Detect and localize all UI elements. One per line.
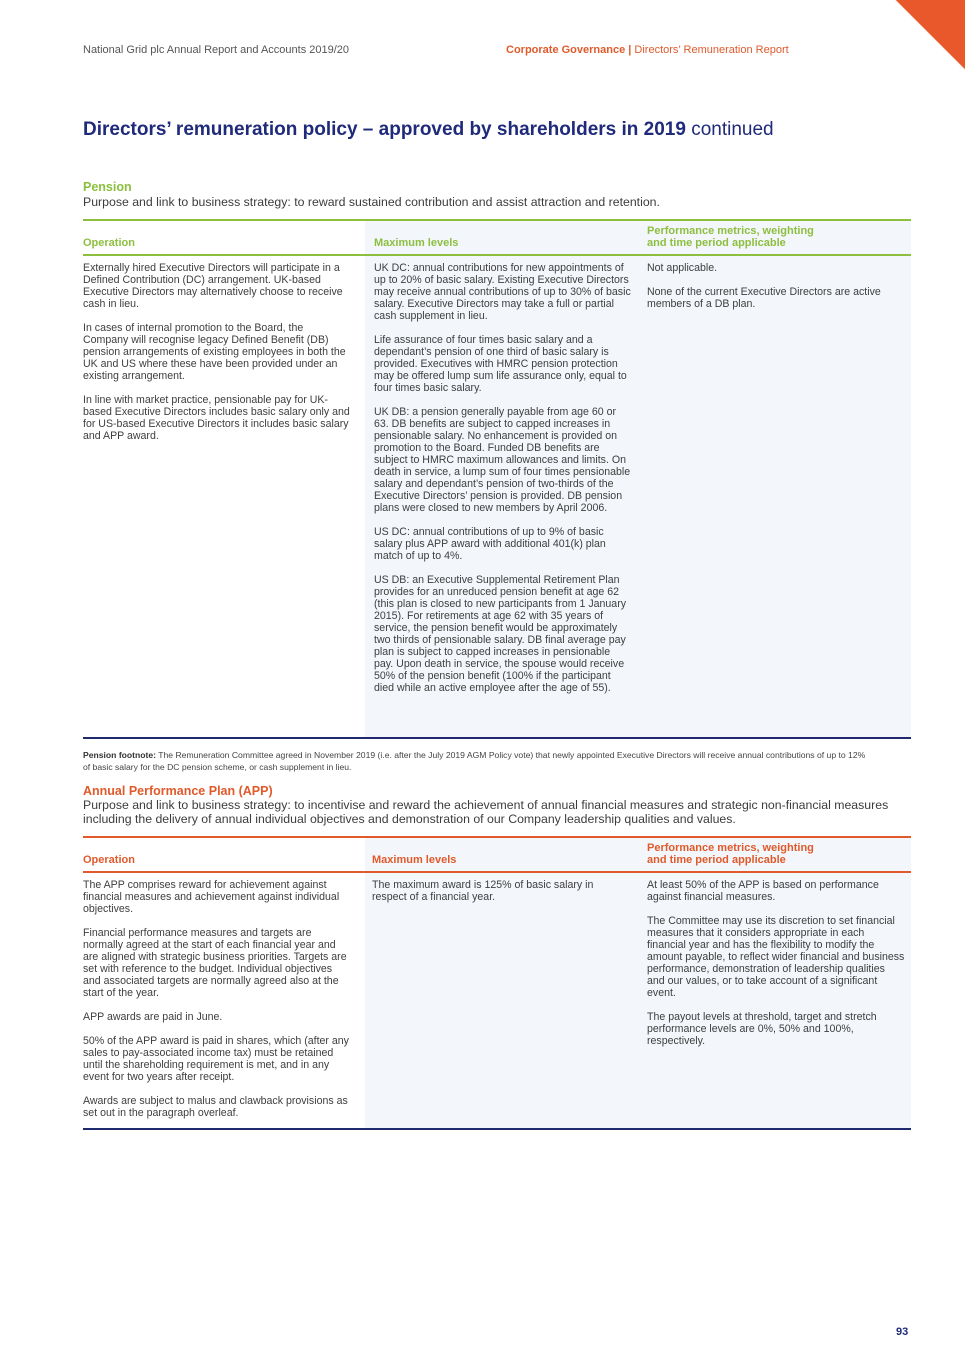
column-header-performance (647, 225, 814, 249)
paragraph: US DB: an Executive Supplemental Retirement Plan provides for an unreduced pension benefit at age 62 (this plan is closed to new participants from 1 January 2015). For retirements at age 62 with 35 years of service, the pension benefit would be approximately two thirds of pensionable salary. DB final average pay plan is subject to capped increases in pensionable pay. Upon death in service, the spouse would receive 50% of the pension benefit (100% if the participant died while an active employee after the age of 55). (374, 574, 627, 694)
table-top-rule (83, 836, 911, 838)
column-header-maximum: Maximum levels (372, 854, 457, 866)
paragraph: Financial performance measures and targets are normally agreed at the start of each financial year and are aligned with strategic business priorities. Targets are set with reference to the budget. Individual objectives and associated targets are normally agreed also at the start of the year. (83, 927, 347, 999)
pension-performance-column (647, 262, 905, 322)
app-section-title: Annual Performance Plan (APP) (83, 784, 273, 798)
breadcrumb-section: Corporate Governance (506, 44, 626, 56)
pension-footnote (83, 749, 873, 773)
pension-table (83, 219, 911, 739)
page-title (83, 119, 774, 141)
breadcrumb-subsection: Directors’ Remuneration Report (634, 44, 789, 56)
table-top-rule (83, 219, 911, 221)
app-maximum-column (372, 879, 612, 915)
paragraph: US DC: annual contributions of up to 9% of basic salary plus APP award with additional 401(k) plan match of up to 4%. (374, 526, 606, 562)
paragraph: UK DB: a pension generally payable from age 60 or 63. DB benefits are subject to capped increases in pensionable salary. No enhancement is provided on promotion to the Board. Funded DB benefits are subject to HMRC maximum allowances and limits. On death in service, a lump sum of four times pensionable salary and dependant’s pension of two-thirds of the Executive Directors’ pension is provided. DB pension plans were closed to new members by April 2006. (374, 406, 631, 514)
paragraph: In cases of internal promotion to the Board, the Company will recognise legacy Defined Benefit (DB) pension arrangements of existing employees in both the UK and US where these have been provided under an existing arrangement. (83, 322, 346, 382)
page-number: 93 (896, 1326, 909, 1338)
paragraph: Externally hired Executive Directors will participate in a Defined Contribution (DC) arrangement. UK-based Executive Directors may alternatively choose to receive cash in lieu. (83, 262, 343, 310)
paragraph: The maximum award is 125% of basic salary in respect of a financial year. (372, 879, 594, 903)
paragraph: Awards are subject to malus and clawback provisions as set out in the paragraph overleaf. (83, 1095, 348, 1119)
paragraph: Life assurance of four times basic salary and a dependant’s pension of one third of basic salary is provided. Executives with HMRC pension protection may be offered lump sum life assurance only, equal to four times basic salary. (374, 334, 627, 394)
pension-operation-column (83, 262, 351, 454)
paragraph: None of the current Executive Directors are active members of a DB plan. (647, 286, 881, 310)
table-header-rule (83, 871, 911, 873)
paragraph: Not applicable. (647, 262, 718, 274)
corner-decoration (895, 0, 965, 70)
pension-section-title: Pension (83, 180, 132, 194)
app-purpose: Purpose and link to business strategy: to incentivise and reward the achievement of annual financial measures and strategic non-financial measures including the delivery of annual individual objectives and demonstration of our Company leadership qualities and values. (83, 798, 889, 826)
column-header-performance-line1: Performance metrics, weighting (647, 225, 814, 237)
section-breadcrumb (506, 44, 789, 56)
column-header-performance-line2: and time period applicable (647, 854, 786, 866)
paragraph: APP awards are paid in June. (83, 1011, 223, 1023)
column-header-maximum: Maximum levels (374, 237, 459, 249)
page-title-main: Directors’ remuneration policy – approved by shareholders in 2019 (83, 119, 686, 140)
pension-purpose: Purpose and link to business strategy: to reward sustained contribution and assist attraction and retention. (83, 195, 660, 209)
paragraph: In line with market practice, pensionable pay for UK-based Executive Directors includes basic salary only and for US-based Executive Directors it includes basic salary and APP award. (83, 394, 350, 442)
footnote-text: The Remuneration Committee agreed in November 2019 (i.e. after the July 2019 AGM Policy vote) that newly appointed Executive Directors will receive annual contributions of up to 12% of basic salary for the DC pension scheme, or cash supplement in lieu. (83, 750, 866, 772)
publication-title: National Grid plc Annual Report and Accounts 2019/20 (83, 44, 350, 56)
table-header-rule (83, 254, 911, 256)
app-performance-column (647, 879, 905, 1059)
page-title-suffix: continued (685, 119, 774, 140)
breadcrumb-separator: | (628, 44, 632, 56)
column-header-operation: Operation (83, 237, 135, 249)
footnote-label: Pension footnote: (83, 750, 157, 760)
column-header-performance (647, 842, 814, 866)
app-operation-column (83, 879, 351, 1131)
column-header-performance-line2: and time period applicable (647, 237, 786, 249)
paragraph: The Committee may use its discretion to set financial measures that it considers appropriate in each financial year and has the flexibility to modify the amount payable, to reflect wider financial and business performance, demonstration of leadership qualities and our values, or to take account of a significant event. (647, 915, 905, 999)
paragraph: The payout levels at threshold, target and stretch performance levels are 0%, 50% and 100%, respectively. (647, 1011, 877, 1047)
paragraph: UK DC: annual contributions for new appointments of up to 20% of basic salary. Existing Executive Directors may receive annual contributions of up to 30% of basic salary. Executive Directors may take a full or partial cash supplement in lieu. (374, 262, 631, 322)
column-header-performance-line1: Performance metrics, weighting (647, 842, 814, 854)
column-header-operation: Operation (83, 854, 135, 866)
paragraph: The APP comprises reward for achievement against financial measures and achievement against individual objectives. (83, 879, 340, 915)
pension-maximum-column (374, 262, 632, 706)
paragraph: 50% of the APP award is paid in shares, which (after any sales to pay-associated income tax) must be retained until the shareholding requirement is met, and in any event for two years after receipt. (83, 1035, 349, 1083)
app-table (83, 836, 911, 1130)
paragraph: At least 50% of the APP is based on performance against financial measures. (647, 879, 879, 903)
table-bottom-rule (83, 737, 911, 739)
